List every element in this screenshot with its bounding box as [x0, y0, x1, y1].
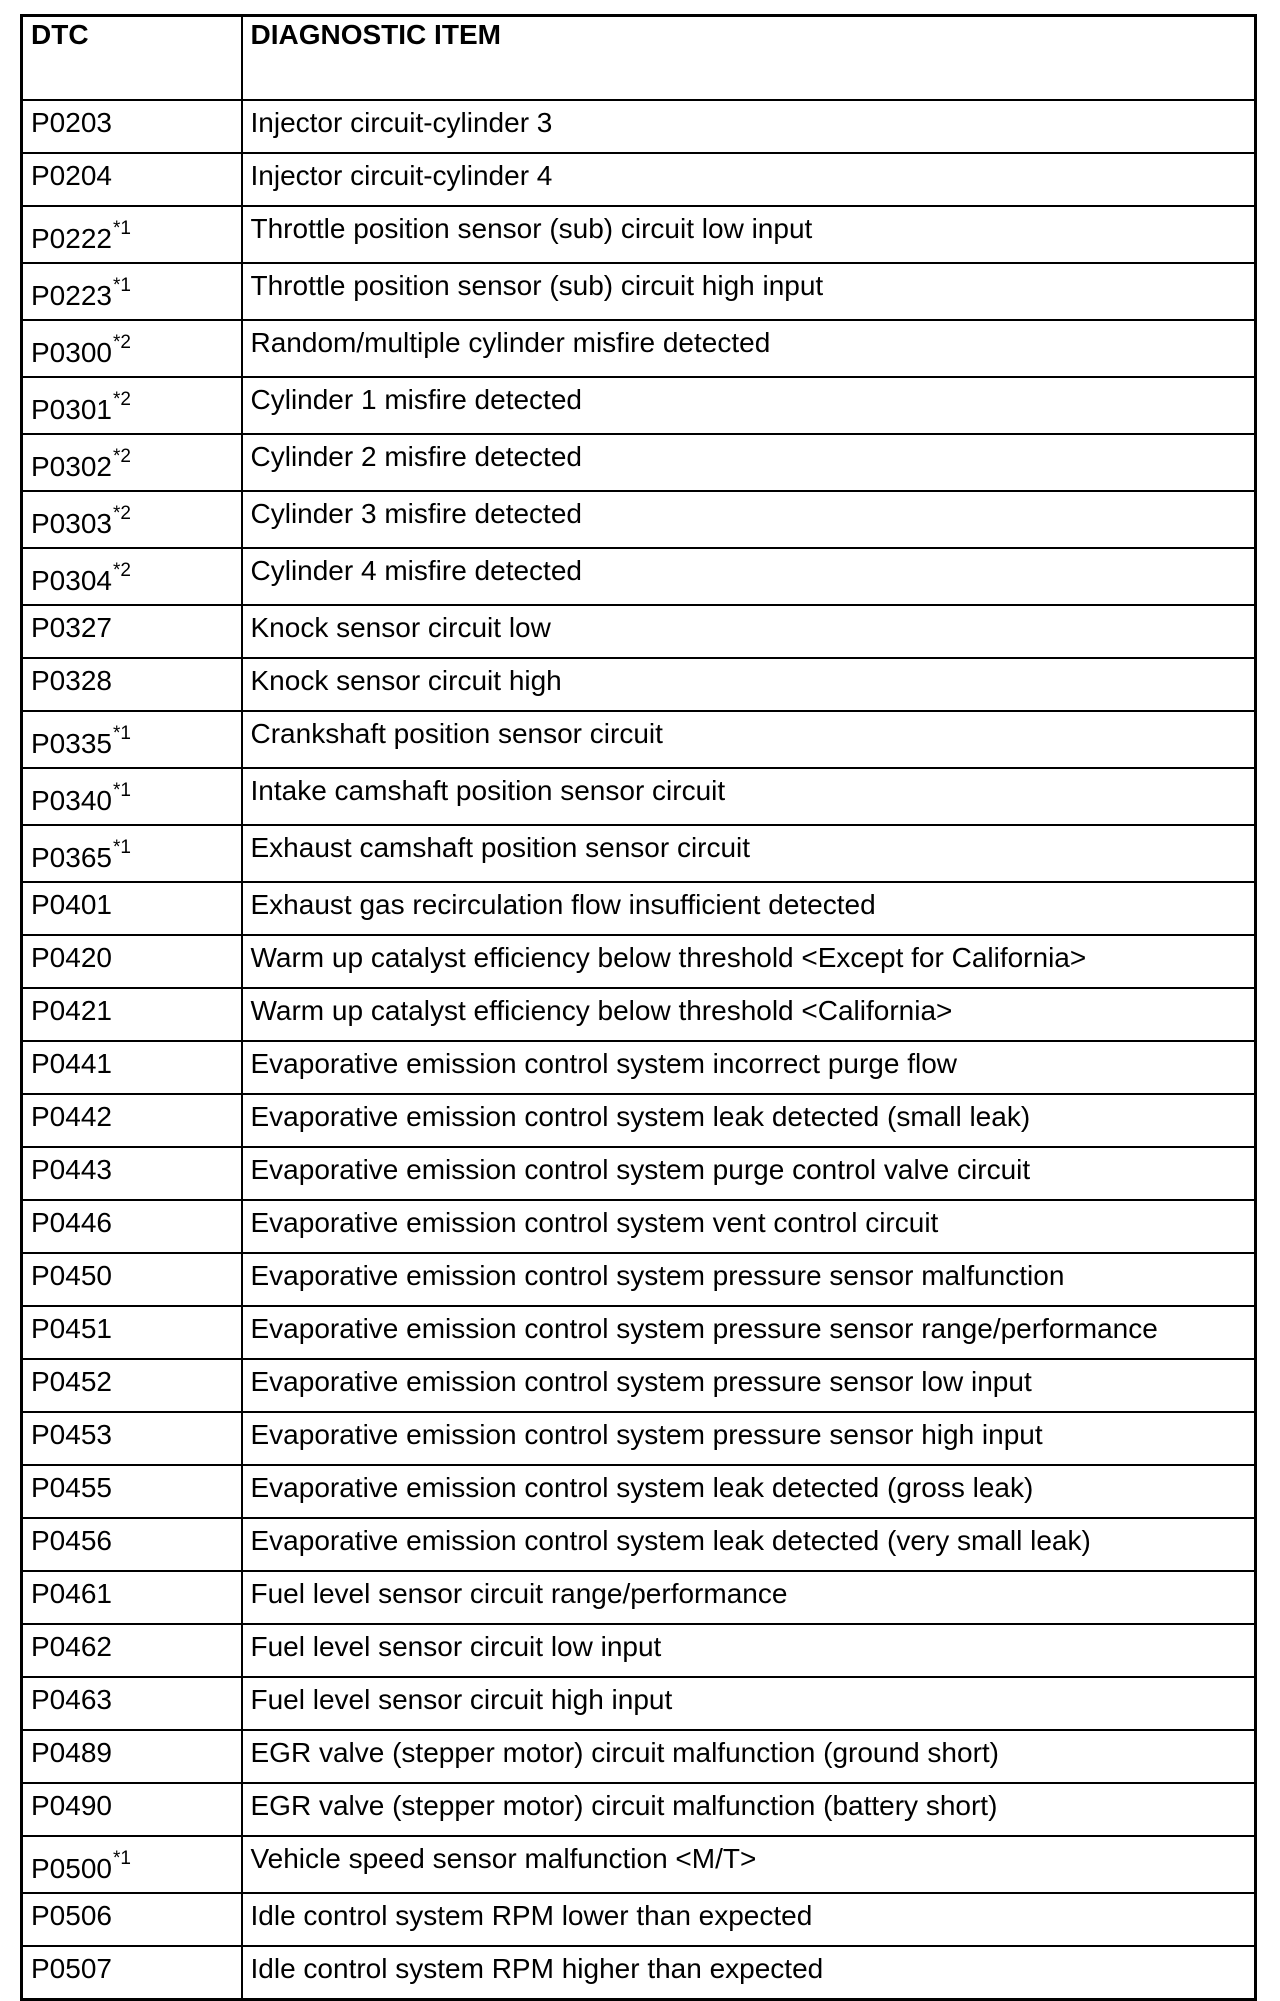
dtc-code-value: P0451	[31, 1313, 112, 1344]
dtc-code-value: P0450	[31, 1260, 112, 1291]
diagnostic-item-cell: EGR valve (stepper motor) circuit malfunction (ground short)	[242, 1730, 1256, 1783]
header-row	[22, 16, 1256, 101]
dtc-code-cell	[22, 711, 242, 768]
dtc-code	[31, 665, 112, 696]
dtc-code	[31, 1631, 112, 1662]
table-row	[22, 1571, 1256, 1624]
diagnostic-item-cell: Evaporative emission control system pressure sensor range/performance	[242, 1306, 1256, 1359]
dtc-code-value: P0327	[31, 612, 112, 643]
diagnostic-item-cell: Injector circuit-cylinder 3	[242, 100, 1256, 153]
dtc-code-cell	[22, 206, 242, 263]
table-row	[22, 1359, 1256, 1412]
dtc-code-cell	[22, 1946, 242, 2000]
footnote-marker: *1	[112, 1847, 131, 1869]
diagnostic-item-cell: Cylinder 4 misfire detected	[242, 548, 1256, 605]
dtc-code	[31, 722, 131, 759]
dtc-code-cell	[22, 1465, 242, 1518]
dtc-code-value: P0452	[31, 1366, 112, 1397]
dtc-code-value: P0463	[31, 1684, 112, 1715]
dtc-code-cell	[22, 882, 242, 935]
table-row	[22, 988, 1256, 1041]
dtc-code-value: P0461	[31, 1578, 112, 1609]
diagnostic-item-cell: Idle control system RPM lower than expected	[242, 1893, 1256, 1946]
dtc-code	[31, 1366, 112, 1397]
dtc-code-cell	[22, 825, 242, 882]
dtc-code-value: P0420	[31, 942, 112, 973]
diagnostic-item-cell: Crankshaft position sensor circuit	[242, 711, 1256, 768]
dtc-code-value: P0222	[31, 223, 112, 254]
dtc-code-cell	[22, 1147, 242, 1200]
dtc-code-cell	[22, 1518, 242, 1571]
dtc-code-value: P0453	[31, 1419, 112, 1450]
table-row	[22, 548, 1256, 605]
table-row	[22, 1147, 1256, 1200]
diagnostic-item-cell: Knock sensor circuit high	[242, 658, 1256, 711]
table-row	[22, 1783, 1256, 1836]
dtc-code-cell	[22, 1677, 242, 1730]
dtc-code	[31, 1101, 112, 1132]
diagnostic-item-cell: Fuel level sensor circuit low input	[242, 1624, 1256, 1677]
table-row	[22, 1200, 1256, 1253]
dtc-code	[31, 1737, 112, 1768]
table-row	[22, 768, 1256, 825]
diagnostic-item-cell: Fuel level sensor circuit high input	[242, 1677, 1256, 1730]
diagnostic-item-cell: Evaporative emission control system purge control valve circuit	[242, 1147, 1256, 1200]
dtc-code-cell	[22, 1200, 242, 1253]
dtc-code-value: P0489	[31, 1737, 112, 1768]
diagnostic-item-cell: Evaporative emission control system leak detected (gross leak)	[242, 1465, 1256, 1518]
dtc-code-value: P0340	[31, 785, 112, 816]
diagnostic-item-cell: Injector circuit-cylinder 4	[242, 153, 1256, 206]
dtc-code-cell	[22, 1836, 242, 1893]
dtc-code	[31, 889, 112, 920]
dtc-code-value: P0365	[31, 842, 112, 873]
dtc-code	[31, 1578, 112, 1609]
dtc-code-cell	[22, 377, 242, 434]
dtc-code-cell	[22, 1571, 242, 1624]
table-row	[22, 377, 1256, 434]
table-row	[22, 100, 1256, 153]
dtc-code	[31, 612, 112, 643]
dtc-code	[31, 559, 131, 596]
dtc-code-value: P0456	[31, 1525, 112, 1556]
dtc-code-cell	[22, 1253, 242, 1306]
footnote-marker: *2	[112, 559, 131, 581]
dtc-code-value: P0506	[31, 1900, 112, 1931]
dtc-code-cell	[22, 1624, 242, 1677]
diagnostic-item-cell: EGR valve (stepper motor) circuit malfunction (battery short)	[242, 1783, 1256, 1836]
dtc-code-value: P0507	[31, 1953, 112, 1984]
diagnostic-item-cell: Knock sensor circuit low	[242, 605, 1256, 658]
diagnostic-item-cell: Vehicle speed sensor malfunction <M/T>	[242, 1836, 1256, 1893]
table-row	[22, 1253, 1256, 1306]
dtc-code	[31, 1847, 131, 1884]
dtc-code-cell	[22, 1730, 242, 1783]
table-row	[22, 1518, 1256, 1571]
dtc-code-value: P0462	[31, 1631, 112, 1662]
dtc-code-value: P0500	[31, 1853, 112, 1884]
dtc-code-value: P0328	[31, 665, 112, 696]
diagnostic-item-cell: Cylinder 2 misfire detected	[242, 434, 1256, 491]
diagnostic-item-cell: Cylinder 1 misfire detected	[242, 377, 1256, 434]
footnote-marker: *1	[112, 217, 131, 239]
diagnostic-item-cell: Exhaust camshaft position sensor circuit	[242, 825, 1256, 882]
dtc-code-cell	[22, 153, 242, 206]
dtc-code-cell	[22, 434, 242, 491]
dtc-code-value: P0442	[31, 1101, 112, 1132]
dtc-code-cell	[22, 548, 242, 605]
dtc-code	[31, 1472, 112, 1503]
diagnostic-item-cell: Idle control system RPM higher than expected	[242, 1946, 1256, 2000]
dtc-code	[31, 274, 131, 311]
dtc-code-value: P0204	[31, 160, 112, 191]
dtc-code-cell	[22, 988, 242, 1041]
dtc-code-value: P0301	[31, 394, 112, 425]
dtc-code	[31, 217, 131, 254]
header-dtc: DTC	[22, 16, 242, 101]
diagnostic-item-cell: Evaporative emission control system vent control circuit	[242, 1200, 1256, 1253]
table-row	[22, 1465, 1256, 1518]
table-row	[22, 1412, 1256, 1465]
table-row	[22, 658, 1256, 711]
table-row	[22, 935, 1256, 988]
diagnostic-item-cell: Random/multiple cylinder misfire detected	[242, 320, 1256, 377]
footnote-marker: *2	[112, 331, 131, 353]
dtc-code	[31, 445, 131, 482]
table-row	[22, 434, 1256, 491]
dtc-code-value: P0443	[31, 1154, 112, 1185]
dtc-code	[31, 779, 131, 816]
table-body	[22, 100, 1256, 2000]
diagnostic-item-cell: Cylinder 3 misfire detected	[242, 491, 1256, 548]
dtc-code-cell	[22, 768, 242, 825]
footnote-marker: *1	[112, 836, 131, 858]
dtc-code	[31, 1419, 112, 1450]
dtc-table	[20, 14, 1257, 2001]
dtc-code-value: P0335	[31, 728, 112, 759]
dtc-code-cell	[22, 1412, 242, 1465]
dtc-code	[31, 1048, 112, 1079]
dtc-code	[31, 1154, 112, 1185]
dtc-code-cell	[22, 935, 242, 988]
table-row	[22, 711, 1256, 768]
dtc-code-cell	[22, 491, 242, 548]
footnote-marker: *2	[112, 388, 131, 410]
dtc-code	[31, 1790, 112, 1821]
dtc-code-cell	[22, 658, 242, 711]
dtc-code	[31, 1313, 112, 1344]
dtc-code	[31, 1260, 112, 1291]
dtc-code-cell	[22, 1306, 242, 1359]
table-row	[22, 206, 1256, 263]
diagnostic-item-cell: Warm up catalyst efficiency below threshold <California>	[242, 988, 1256, 1041]
diagnostic-item-cell: Evaporative emission control system leak detected (small leak)	[242, 1094, 1256, 1147]
table-row	[22, 1946, 1256, 2000]
header-diagnostic-item: DIAGNOSTIC ITEM	[242, 16, 1256, 101]
table-row	[22, 825, 1256, 882]
footnote-marker: *1	[112, 274, 131, 296]
dtc-code-value: P0303	[31, 508, 112, 539]
diagnostic-item-cell: Evaporative emission control system pressure sensor high input	[242, 1412, 1256, 1465]
dtc-code	[31, 836, 131, 873]
table-row	[22, 1730, 1256, 1783]
dtc-code	[31, 1900, 112, 1931]
table-row	[22, 1306, 1256, 1359]
footnote-marker: *2	[112, 502, 131, 524]
dtc-code-value: P0223	[31, 280, 112, 311]
dtc-code	[31, 942, 112, 973]
dtc-code-value: P0302	[31, 451, 112, 482]
dtc-code-value: P0304	[31, 565, 112, 596]
dtc-code-value: P0203	[31, 107, 112, 138]
dtc-code-cell	[22, 1094, 242, 1147]
footnote-marker: *1	[112, 722, 131, 744]
table-row	[22, 882, 1256, 935]
diagnostic-item-cell: Intake camshaft position sensor circuit	[242, 768, 1256, 825]
footnote-marker: *2	[112, 445, 131, 467]
dtc-code-cell	[22, 100, 242, 153]
diagnostic-item-cell: Fuel level sensor circuit range/performance	[242, 1571, 1256, 1624]
diagnostic-item-cell: Exhaust gas recirculation flow insufficient detected	[242, 882, 1256, 935]
dtc-code-value: P0441	[31, 1048, 112, 1079]
dtc-code-cell	[22, 605, 242, 658]
dtc-code-value: P0446	[31, 1207, 112, 1238]
table-row	[22, 605, 1256, 658]
diagnostic-item-cell: Throttle position sensor (sub) circuit high input	[242, 263, 1256, 320]
dtc-code-value: P0300	[31, 337, 112, 368]
diagnostic-item-cell: Throttle position sensor (sub) circuit low input	[242, 206, 1256, 263]
table-row	[22, 1041, 1256, 1094]
diagnostic-item-cell: Evaporative emission control system pressure sensor malfunction	[242, 1253, 1256, 1306]
table-row	[22, 320, 1256, 377]
dtc-code-cell	[22, 1783, 242, 1836]
table-row	[22, 263, 1256, 320]
table-row	[22, 491, 1256, 548]
dtc-code-cell	[22, 1359, 242, 1412]
dtc-code-value: P0490	[31, 1790, 112, 1821]
table-row	[22, 1677, 1256, 1730]
dtc-code	[31, 160, 112, 191]
dtc-code	[31, 502, 131, 539]
table-row	[22, 1624, 1256, 1677]
dtc-code	[31, 995, 112, 1026]
dtc-code-value: P0421	[31, 995, 112, 1026]
dtc-code	[31, 1207, 112, 1238]
diagnostic-item-cell: Evaporative emission control system incorrect purge flow	[242, 1041, 1256, 1094]
dtc-code-value: P0455	[31, 1472, 112, 1503]
dtc-code-cell	[22, 263, 242, 320]
table-row	[22, 1836, 1256, 1893]
footnote-marker: *1	[112, 779, 131, 801]
dtc-code-value: P0401	[31, 889, 112, 920]
dtc-code	[31, 1684, 112, 1715]
dtc-code	[31, 331, 131, 368]
diagnostic-item-cell: Evaporative emission control system pressure sensor low input	[242, 1359, 1256, 1412]
diagnostic-item-cell: Evaporative emission control system leak detected (very small leak)	[242, 1518, 1256, 1571]
diagnostic-item-cell: Warm up catalyst efficiency below threshold <Except for California>	[242, 935, 1256, 988]
dtc-code-cell	[22, 1041, 242, 1094]
table-row	[22, 1094, 1256, 1147]
dtc-code	[31, 1525, 112, 1556]
dtc-code-cell	[22, 1893, 242, 1946]
dtc-code	[31, 388, 131, 425]
table-row	[22, 1893, 1256, 1946]
dtc-code-cell	[22, 320, 242, 377]
dtc-code	[31, 1953, 112, 1984]
table-row	[22, 153, 1256, 206]
dtc-code	[31, 107, 112, 138]
